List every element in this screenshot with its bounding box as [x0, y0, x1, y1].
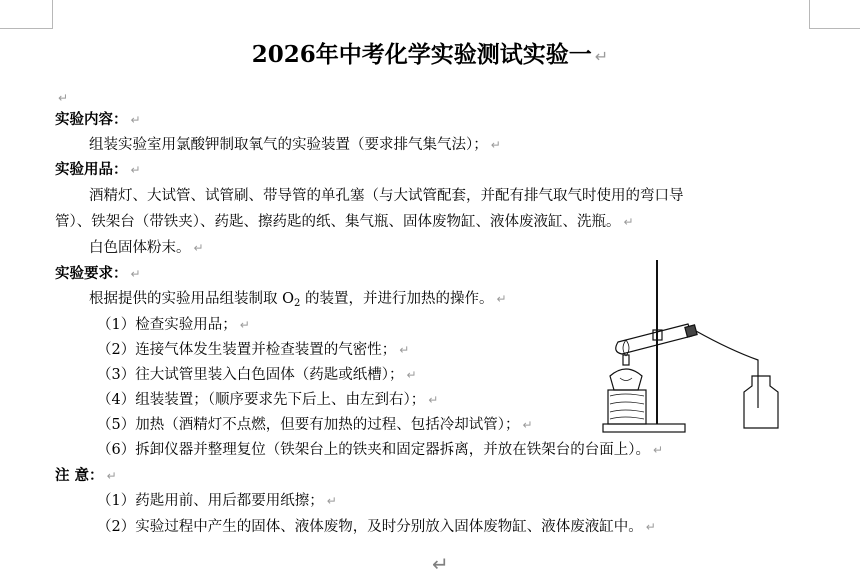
- paragraph-mark-icon: ↵: [428, 393, 439, 407]
- content-heading: 实验内容：: [55, 111, 128, 128]
- test-tube: [616, 324, 692, 354]
- step-1: （1）检查实验用品；: [97, 317, 237, 333]
- page-corner-top-right: [809, 0, 860, 29]
- step-6: （6）拆卸仪器并整理复位（铁架台上的铁夹和固定器拆离，并放在铁架台的台面上）。: [97, 442, 650, 458]
- step-2: （2）连接气体发生装置并检查装置的气密性；: [97, 342, 397, 358]
- note-1-row: [97, 491, 337, 511]
- requirements-heading-line: [55, 264, 141, 284]
- collection-bottle: [744, 376, 778, 428]
- note-1: （1）药匙用前、用后都要用纸擦；: [97, 493, 324, 509]
- note-2: （2）实验过程中产生的固体、液体废物，及时分别放入固体废物缸、液体废液缸中。: [97, 519, 643, 535]
- step-5: （5）加热（酒精灯不点燃，但要有加热的过程、包括冷却试管）；: [97, 417, 520, 433]
- paragraph-mark-icon: ↵: [645, 520, 656, 534]
- step-3-row: [97, 365, 417, 385]
- requirements-intro: [89, 289, 507, 314]
- paragraph-mark-icon: ↵: [399, 343, 410, 357]
- content-heading-line: [55, 110, 141, 130]
- oxygen-subscript: 2: [294, 298, 301, 309]
- step-6-row: [97, 440, 663, 460]
- paragraph-mark-icon: ↵: [130, 113, 141, 127]
- title-text: 2026年中考化学实验测试实验一: [251, 41, 592, 68]
- blank-paragraph: [55, 88, 68, 108]
- step-4-row: [97, 390, 438, 410]
- delivery-tube: [696, 331, 758, 408]
- requirements-heading: 实验要求：: [55, 265, 128, 282]
- final-paragraph-mark-icon: ↵: [432, 552, 449, 576]
- paragraph-mark-icon: ↵: [130, 267, 141, 281]
- supplies-line-2: 管）、铁架台（带铁夹）、药匙、擦药匙的纸、集气瓶、固体废物缸、液体废液缸、洗瓶。: [55, 214, 621, 230]
- requirements-intro-a: 根据提供的实验用品组装制取 O: [89, 291, 294, 307]
- paragraph-mark-icon: ↵: [130, 163, 141, 177]
- step-1-row: [97, 315, 250, 335]
- supplies-line-1: 酒精灯、大试管、试管刷、带导管的单孔塞（与大试管配套，并配有排气取气时使用的弯口导: [89, 188, 684, 204]
- step-3: （3）往大试管里装入白色固体（药匙或纸槽）；: [97, 367, 404, 383]
- alcohol-lamp: [610, 369, 642, 390]
- stopper: [685, 325, 697, 337]
- paragraph-mark-icon: ↵: [496, 292, 507, 306]
- note-2-row: [97, 517, 656, 537]
- supplies-heading: 实验用品：: [55, 161, 128, 178]
- paragraph-mark-icon: ↵: [406, 368, 417, 382]
- paragraph-mark-icon: ↵: [58, 91, 69, 105]
- content-text-line: [89, 135, 501, 155]
- paragraph-mark-icon: ↵: [522, 418, 533, 432]
- requirements-intro-b: 的装置，并进行加热的操作。: [300, 291, 494, 307]
- paragraph-mark-icon: ↵: [623, 215, 634, 229]
- supplies-line-3-row: [89, 238, 204, 258]
- supplies-line-2-row: [55, 212, 634, 232]
- notes-heading: 注 意：: [55, 467, 104, 484]
- lamp-wick: [623, 355, 629, 365]
- supplies-line-3: 白色固体粉末。: [89, 240, 191, 256]
- paragraph-mark-icon: ↵: [193, 241, 204, 255]
- step-5-row: [97, 415, 533, 435]
- notes-heading-line: [55, 466, 117, 486]
- paragraph-mark-icon: ↵: [239, 318, 250, 332]
- supplies-heading-line: [55, 160, 141, 180]
- paragraph-mark-icon: ↵: [106, 469, 117, 483]
- paragraph-mark-icon: ↵: [490, 138, 501, 152]
- page-corner-top-left: [0, 0, 53, 29]
- paragraph-mark-icon: ↵: [652, 443, 664, 457]
- paragraph-mark-icon: ↵: [594, 47, 609, 66]
- step-4: （4）组装装置；（顺序要求先下后上、由左到右）；: [97, 392, 426, 408]
- document-title: [0, 36, 860, 69]
- content-text: 组装实验室用氯酸钾制取氧气的实验装置（要求排气集气法）；: [89, 137, 488, 153]
- oxygen-apparatus-figure: [600, 258, 790, 438]
- stand-base: [603, 424, 685, 432]
- paragraph-mark-icon: ↵: [326, 494, 337, 508]
- step-2-row: [97, 340, 409, 360]
